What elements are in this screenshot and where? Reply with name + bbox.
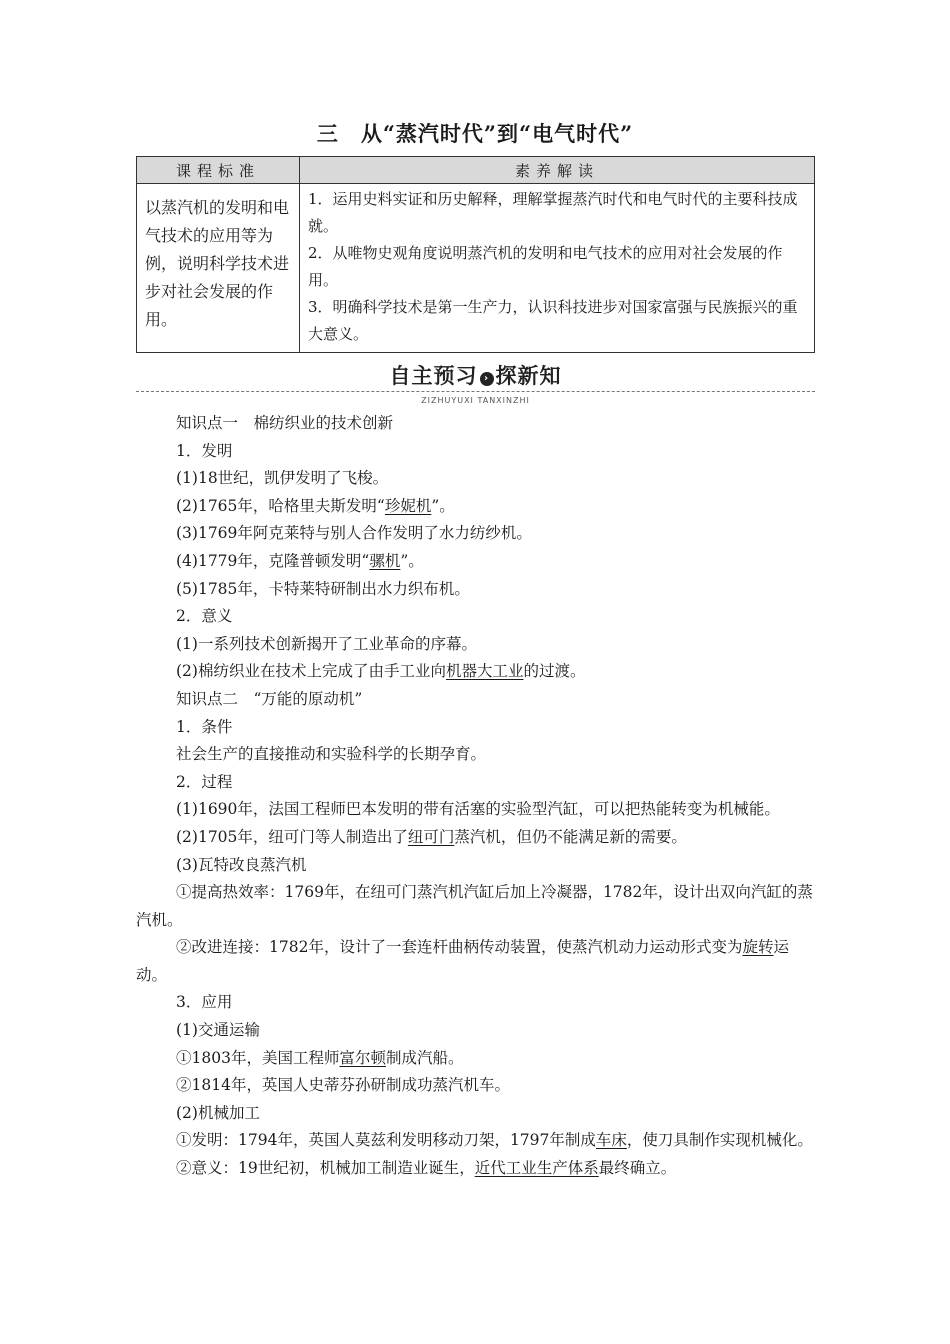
list-item: (2)机械加工 <box>176 1103 260 1122</box>
list-item: (3)1769年阿克莱特与别人合作发明了水力纺纱机。 <box>176 524 532 543</box>
list-item: ②意义：19世纪初，机械加工制造业诞生，近代工业生产体系最终确立。 <box>176 1159 677 1178</box>
curriculum-table <box>136 156 815 353</box>
table-header-row <box>137 157 815 184</box>
banner-title <box>136 360 815 390</box>
answer-blank: 旋转 <box>742 938 774 957</box>
banner-right-text: 探新知 <box>495 364 562 388</box>
col2-header: 素养解读 <box>300 157 815 184</box>
list-item: (2)1705年，纽可门等人制造出了纽可门蒸汽机，但仍不能满足新的需要。 <box>176 827 687 846</box>
subheading: 1．发明 <box>176 441 233 460</box>
answer-blank: 近代工业生产体系 <box>474 1159 599 1178</box>
section-heading: 知识点二 “万能的原动机” <box>176 689 363 708</box>
list-item: ②1814年，英国人史蒂芬孙研制成功蒸汽机车。 <box>176 1076 510 1095</box>
main-content <box>136 410 815 1183</box>
col1-header: 课程标准 <box>137 157 300 184</box>
chevron-right-icon: › <box>480 372 494 386</box>
answer-blank: 富尔顿 <box>339 1048 386 1067</box>
answer-blank: 车床 <box>595 1131 627 1150</box>
table-row <box>137 184 815 353</box>
list-item: (1)1690年，法国工程师巴本发明的带有活塞的实验型汽缸，可以把热能转变为机械能。 <box>176 800 780 819</box>
curriculum-standard-cell: 以蒸汽机的发明和电气技术的应用等为例，说明科学技术进步对社会发展的作用。 <box>137 184 300 353</box>
list-item: ①1803年，美国工程师富尔顿制成汽船。 <box>176 1048 464 1067</box>
banner-left-text: 自主预习 <box>389 364 478 388</box>
list-item: (2)棉纺织业在技术上完成了由手工业向机器大工业的过渡。 <box>176 662 586 681</box>
list-item: 3．明确科学技术是第一生产力，认识科技进步对国家富强与民族振兴的重大意义。 <box>308 298 798 343</box>
list-item: ①提高热效率：1769年，在纽可门蒸汽机汽缸后加上冷凝器，1782年，设计出双向汽缸的蒸汽机。 <box>136 883 813 929</box>
answer-blank: 珍妮机 <box>384 496 432 515</box>
subheading: 3．应用 <box>176 993 233 1012</box>
subheading: 1．条件 <box>176 717 233 736</box>
list-item: (1)一系列技术创新揭开了工业革命的序幕。 <box>176 634 477 653</box>
list-item: (5)1785年，卡特莱特研制出水力织布机。 <box>176 579 470 598</box>
list-item: ②改进连接：1782年，设计了一套连杆曲柄传动装置，使蒸汽机动力运动形式变为旋转运动。 <box>136 938 789 984</box>
list-item: (2)1765年，哈格里夫斯发明“珍妮机”。 <box>176 496 455 515</box>
section-heading: 知识点一 棉纺织业的技术创新 <box>176 414 394 432</box>
page-title: 三 从“蒸汽时代”到“电气时代” <box>316 121 634 146</box>
section-banner <box>136 360 815 405</box>
list-item: 1．运用史料实证和历史解释，理解掌握蒸汽时代和电气时代的主要科技成就。 <box>308 190 798 235</box>
list-item: (3)瓦特改良蒸汽机 <box>176 855 307 874</box>
list-item: (1)交通运输 <box>176 1021 260 1040</box>
list-item: (1)18世纪，凯伊发明了飞梭。 <box>176 469 389 488</box>
banner-subtitle: ZIZHUYUXI TANXINZHI <box>136 388 815 407</box>
list-item: 2．从唯物史观角度说明蒸汽机的发明和电气技术的应用对社会发展的作用。 <box>308 244 783 289</box>
answer-blank: 骡机 <box>369 551 401 570</box>
subheading: 2．意义 <box>176 607 233 626</box>
list-item: ①发明：1794年，英国人莫兹利发明移动刀架，1797年制成车床，使刀具制作实现机械化。 <box>176 1131 813 1150</box>
answer-blank: 机器大工业 <box>445 662 524 681</box>
subheading: 2．过程 <box>176 772 233 791</box>
paragraph: 社会生产的直接推动和实验科学的长期孕育。 <box>176 745 487 764</box>
list-item: (4)1779年，克隆普顿发明“骡机”。 <box>176 551 424 570</box>
literacy-interpretation-cell <box>300 184 815 353</box>
answer-blank: 纽可门 <box>407 827 455 846</box>
